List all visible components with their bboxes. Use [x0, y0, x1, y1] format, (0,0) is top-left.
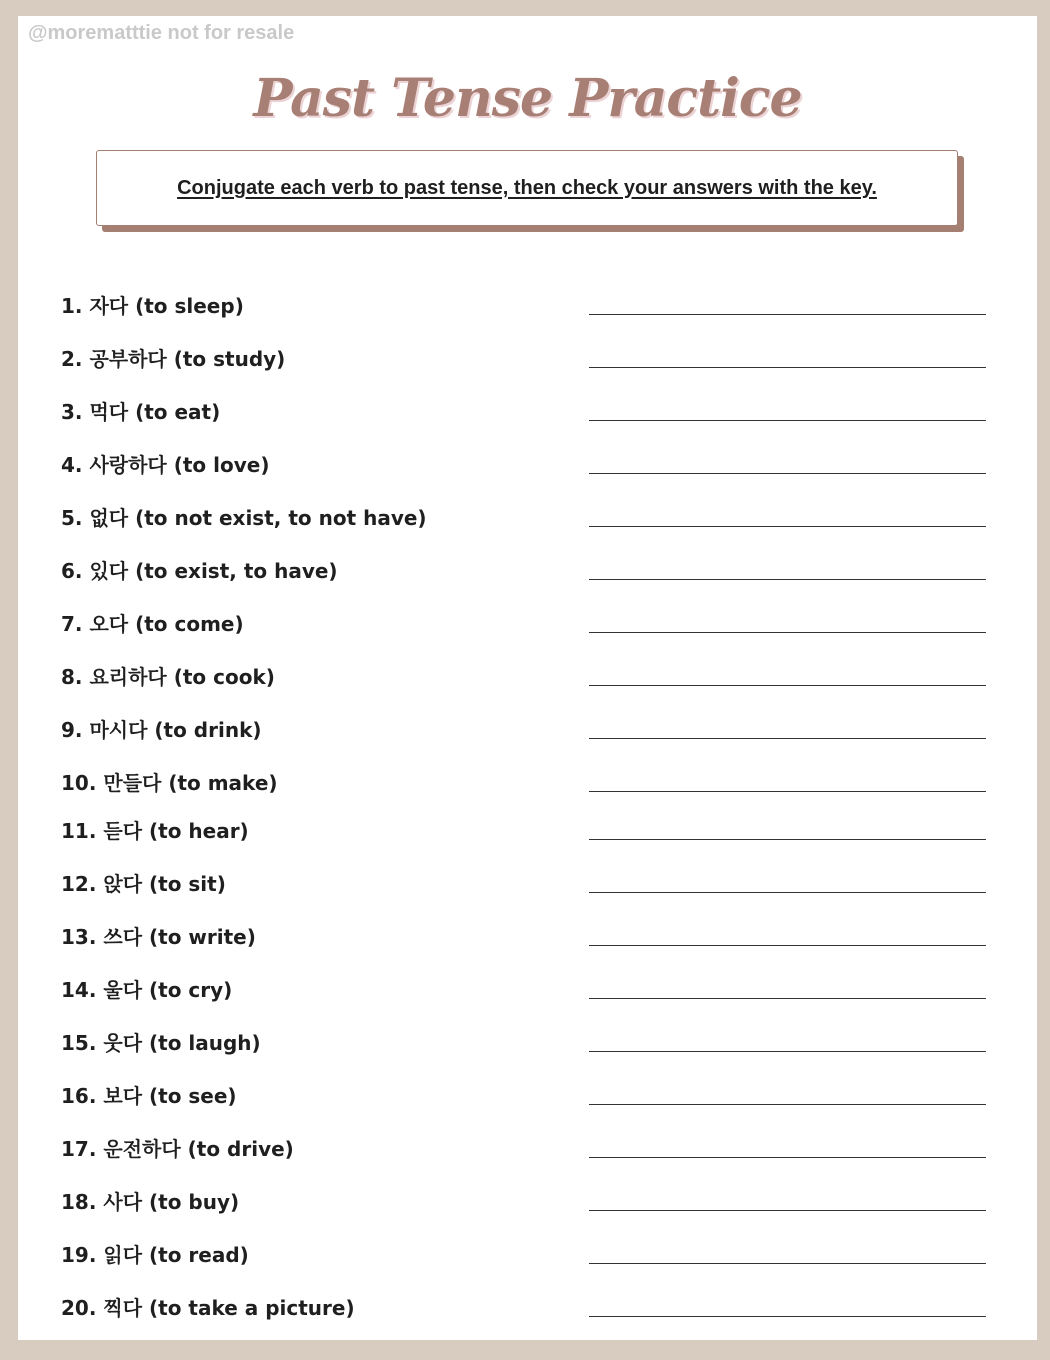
worksheet-page: [18, 16, 1037, 1340]
question-row: [18, 288, 1037, 328]
instructions-text: Conjugate each verb to past tense, then check your answers with the key.: [177, 176, 877, 199]
question-label: 18. 사다 (to buy): [61, 1190, 240, 1214]
question-label: 2. 공부하다 (to study): [61, 347, 286, 371]
question-label: 5. 없다 (to not exist, to not have): [61, 506, 427, 530]
watermark: @morematttie not for resale: [28, 22, 295, 44]
question-label: 14. 울다 (to cry): [61, 978, 233, 1002]
answer-line[interactable]: [589, 632, 986, 633]
question-row: [18, 1237, 1037, 1277]
question-row: [18, 919, 1037, 959]
page-title: Past Tense Practice: [253, 68, 802, 129]
question-label: 19. 읽다 (to read): [61, 1243, 249, 1267]
answer-line[interactable]: [589, 314, 986, 315]
question-row: [18, 712, 1037, 752]
answer-line[interactable]: [589, 579, 986, 580]
question-row: [18, 606, 1037, 646]
question-row: [18, 866, 1037, 906]
question-label: 16. 보다 (to see): [61, 1084, 237, 1108]
question-row: [18, 1184, 1037, 1224]
question-row: [18, 1025, 1037, 1065]
answer-line[interactable]: [589, 420, 986, 421]
question-row: [18, 659, 1037, 699]
question-row: [18, 765, 1037, 805]
question-label: 7. 오다 (to come): [61, 612, 244, 636]
question-row: [18, 1078, 1037, 1118]
question-row: [18, 447, 1037, 487]
answer-line[interactable]: [589, 1210, 986, 1211]
answer-line[interactable]: [589, 1316, 986, 1317]
question-row: [18, 341, 1037, 381]
answer-line[interactable]: [589, 526, 986, 527]
answer-line[interactable]: [589, 1157, 986, 1158]
question-row: [18, 813, 1037, 853]
question-label: 1. 자다 (to sleep): [61, 294, 244, 318]
answer-line[interactable]: [589, 791, 986, 792]
question-row: [18, 553, 1037, 593]
question-list: [18, 16, 1037, 1340]
question-row: [18, 1290, 1037, 1330]
question-row: [18, 1131, 1037, 1171]
question-row: [18, 394, 1037, 434]
answer-line[interactable]: [589, 738, 986, 739]
question-label: 15. 웃다 (to laugh): [61, 1031, 261, 1055]
question-label: 8. 요리하다 (to cook): [61, 665, 275, 689]
question-label: 4. 사랑하다 (to love): [61, 453, 270, 477]
question-label: 10. 만들다 (to make): [61, 771, 278, 795]
answer-line[interactable]: [589, 367, 986, 368]
question-label: 6. 있다 (to exist, to have): [61, 559, 338, 583]
answer-line[interactable]: [589, 892, 986, 893]
question-row: [18, 972, 1037, 1012]
answer-line[interactable]: [589, 839, 986, 840]
answer-line[interactable]: [589, 1104, 986, 1105]
question-label: 11. 듣다 (to hear): [61, 819, 249, 843]
answer-line[interactable]: [589, 1263, 986, 1264]
question-row: [18, 500, 1037, 540]
answer-line[interactable]: [589, 945, 986, 946]
question-label: 9. 마시다 (to drink): [61, 718, 262, 742]
answer-line[interactable]: [589, 685, 986, 686]
answer-line[interactable]: [589, 998, 986, 999]
question-label: 13. 쓰다 (to write): [61, 925, 256, 949]
question-label: 17. 운전하다 (to drive): [61, 1137, 294, 1161]
answer-line[interactable]: [589, 1051, 986, 1052]
answer-line[interactable]: [589, 473, 986, 474]
question-label: 12. 앉다 (to sit): [61, 872, 226, 896]
question-label: 3. 먹다 (to eat): [61, 400, 221, 424]
question-label: 20. 찍다 (to take a picture): [61, 1296, 355, 1320]
